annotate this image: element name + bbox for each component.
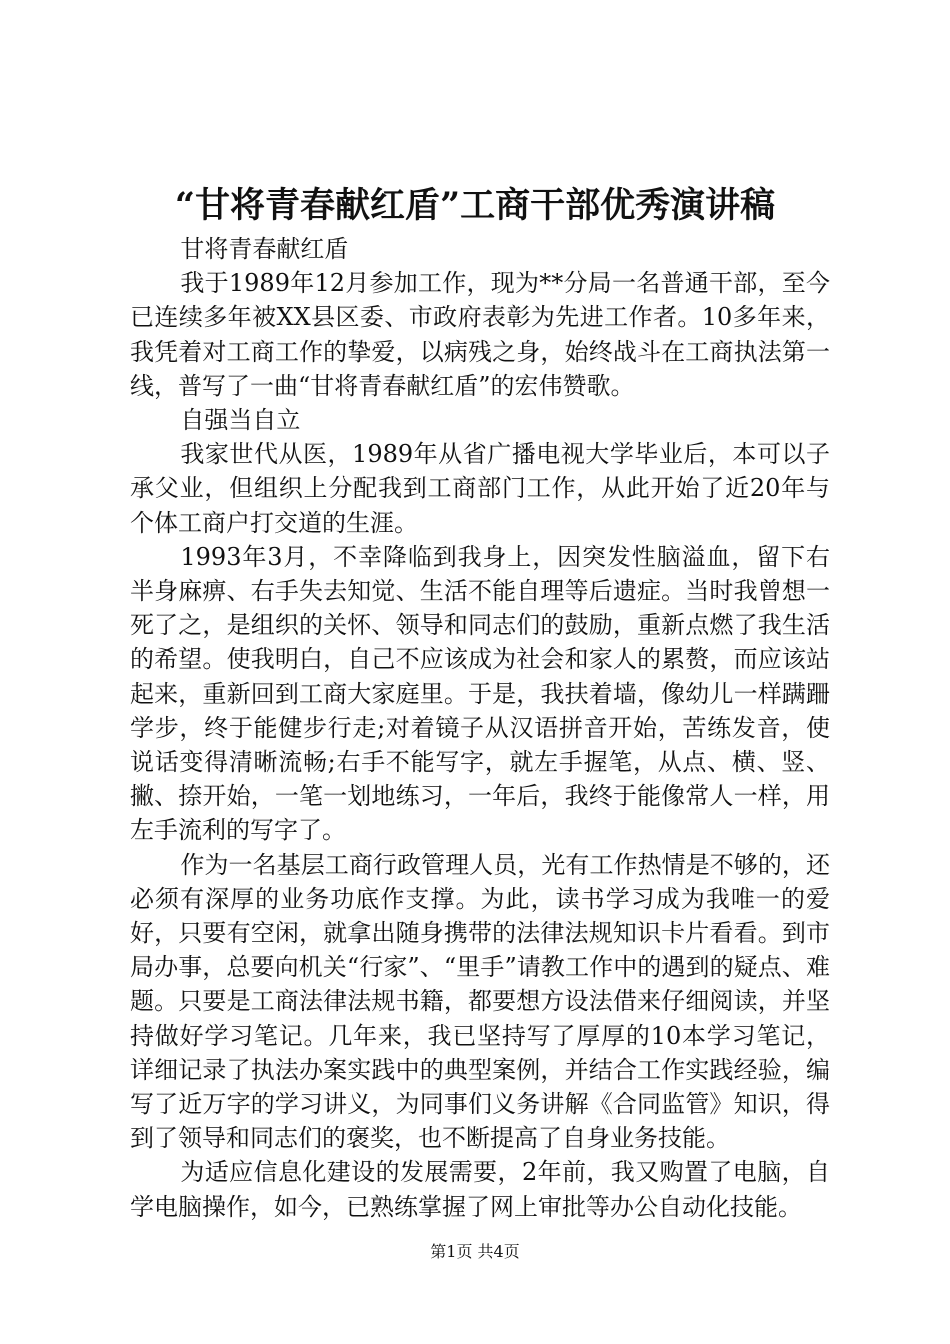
paragraph: 为适应信息化建设的发展需要，2年前，我又购置了电脑，自学电脑操作，如今，已熟练掌握了网上审批等办公自动化技能。 [130, 1158, 830, 1221]
page-footer [0, 1241, 950, 1263]
page-number: 第1页 [430, 1242, 473, 1261]
document-title: “甘将青春献红盾”工商干部优秀演讲稿 [174, 185, 776, 226]
paragraph: 我家世代从医，1989年从省广播电视大学毕业后，本可以子承父业，但组织上分配我到工商部门工作，从此开始了近20年与个体工商户打交道的生涯。 [130, 440, 830, 537]
section-heading: 甘将青春献红盾 [180, 235, 349, 263]
paragraph: 1993年3月，不幸降临到我身上，因突发性脑溢血，留下右半身麻痹、右手失去知觉、生活不能自理等后遗症。当时我曾想一死了之，是组织的关怀、领导和同志们的鼓励，重新点燃了我生活的希望。使我明白，自己不应该成为社会和家人的累赘，而应该站起来，重新回到工商大家庭里。于是，我扶着墙，像幼儿一样蹒跚学步，终于能健步行走;对着镜子从汉语拼音开始，苦练发音，使说话变得清晰流畅;右手不能写字，就左手握笔，从点、横、竖、撇、捺开始，一笔一划地练习，一年后，我终于能像常人一样，用左手流利的写字了。 [130, 542, 830, 845]
document-body [130, 232, 830, 1224]
paragraph: 作为一名基层工商行政管理人员，光有工作热情是不够的，还必须有深厚的业务功底作支撑。为此，读书学习成为我唯一的爱好，只要有空闲，就拿出随身携带的法律法规知识卡片看看。到市局办事，总要向机关“行家”、“里手”请教工作中的遇到的疑点、难题。只要是工商法律法规书籍，都要想方设法借来仔细阅读，并坚持做好学习笔记。几年来，我已坚持写了厚厚的10本学习笔记，详细记录了执法办案实践中的典型案例，并结合工作实践经验，编写了近万字的学习讲义，为同事们义务讲解《合同监管》知识，得到了领导和同志们的褒奖，也不断提高了自身业务技能。 [130, 850, 830, 1153]
section-heading: 自强当自立 [180, 406, 301, 435]
page-total: 共4页 [477, 1242, 520, 1261]
paragraph: 我于1989年12月参加工作，现为**分局一名普通干部，至今已连续多年被XX县区委、市政府表彰为先进工作者。10多年来，我凭着对工商工作的挚爱，以病残之身，始终战斗在工商执法第一线，普写了一曲“甘将青春献红盾”的宏伟赞歌。 [130, 269, 830, 400]
